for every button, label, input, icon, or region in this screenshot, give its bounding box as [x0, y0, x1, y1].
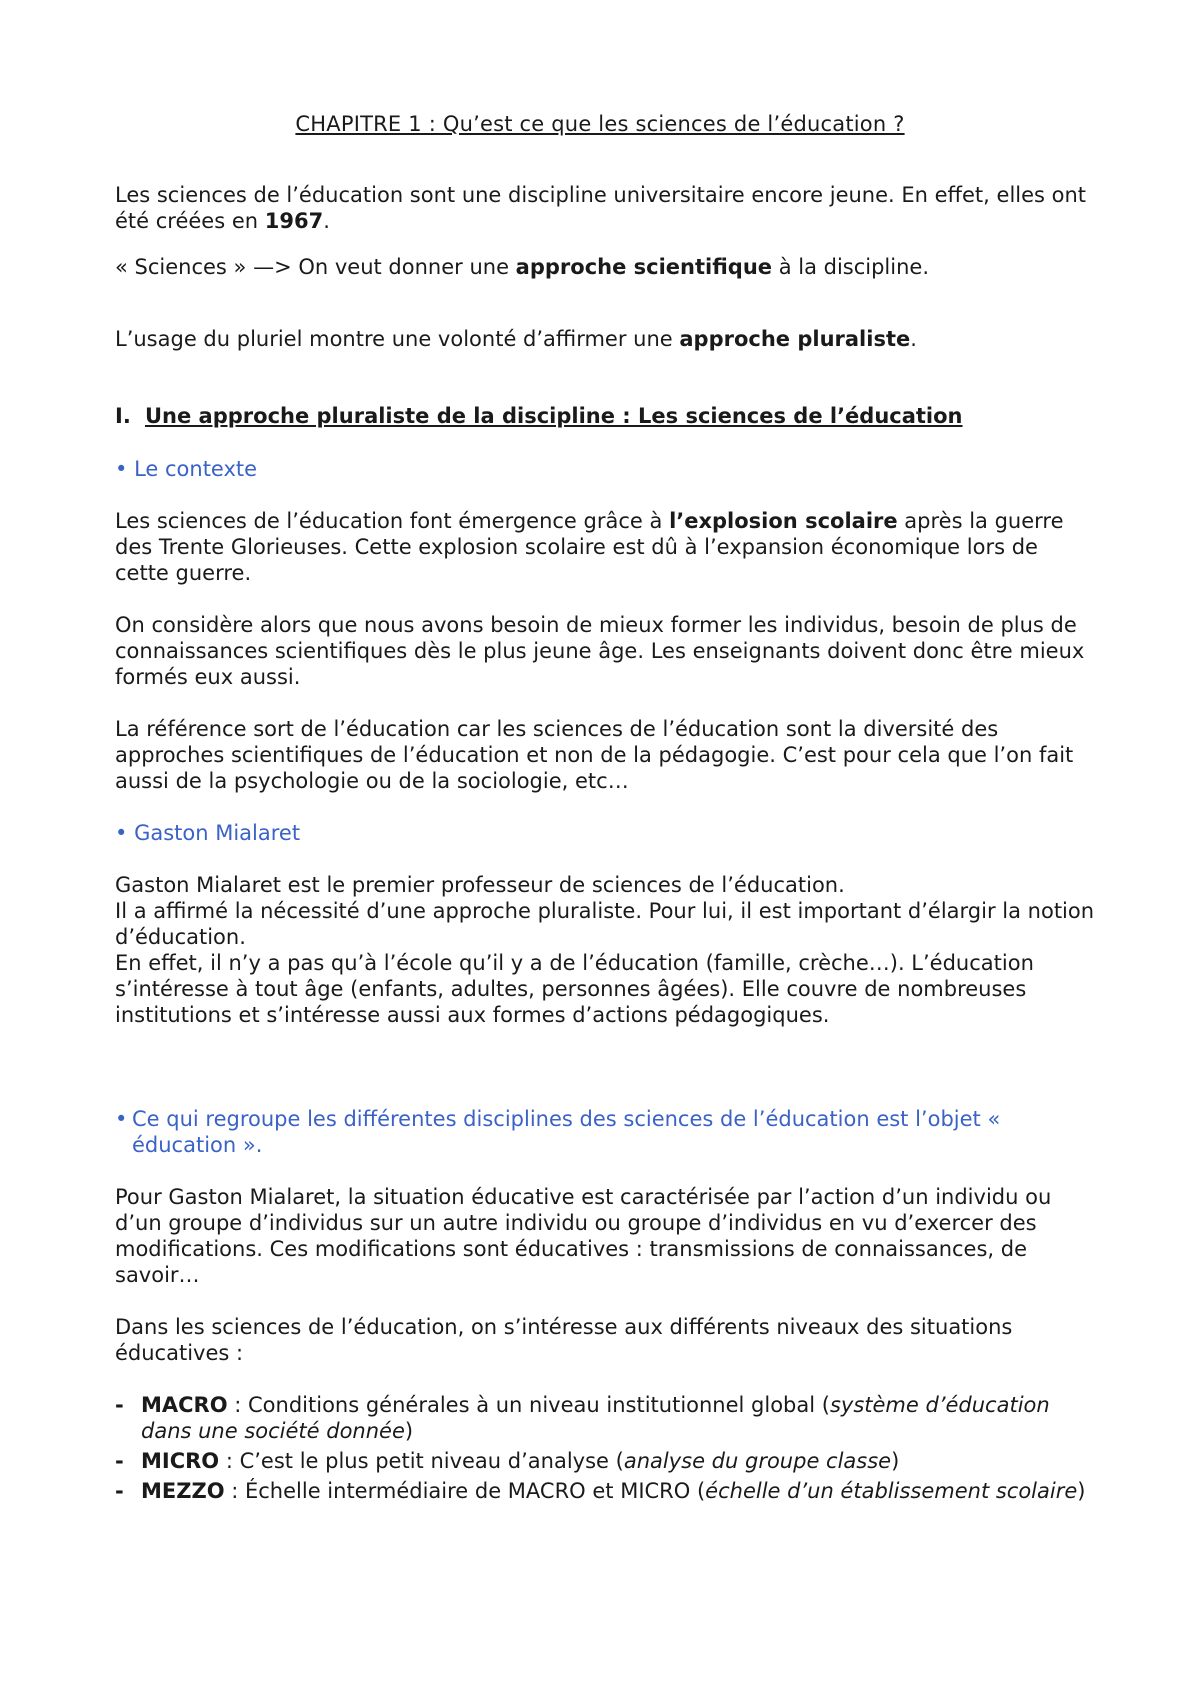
list-dash: - — [115, 1449, 124, 1473]
chapter-title: CHAPITRE 1 : Qu’est ce que les sciences de l’éducation ? — [295, 112, 905, 136]
section-number: I. — [115, 404, 131, 428]
bullet-icon: • — [115, 457, 135, 481]
intro-paragraph-3 — [115, 326, 1095, 352]
subheading-label: Le contexte — [134, 457, 258, 481]
explosion-bold: l’explosion scolaire — [669, 509, 898, 533]
list-item-body — [141, 1478, 1095, 1504]
text-span: Les sciences de l’éducation font émergence grâce à — [115, 509, 670, 533]
text-span: : Conditions générales à un niveau institutionnel global ( — [227, 1393, 830, 1417]
year-bold: 1967 — [264, 209, 324, 233]
list-item-mezzo — [115, 1478, 1095, 1504]
mialaret-line-1: Gaston Mialaret est le premier professeur de sciences de l’éducation. — [115, 873, 845, 897]
objet-paragraph-2: Dans les sciences de l’éducation, on s’intéresse aux différents niveaux des situations éducatives : — [115, 1315, 1013, 1365]
mialaret-line-3: En effet, il n’y a pas qu’à l’école qu’il y a de l’éducation (famille, crèche…). L’éducation s’intéresse à tout âge (enfants, adultes, personnes âgées). Elle couvre de nombreuses institutions et s’intéresse aussi aux formes d’actions pédagogiques. — [115, 951, 1034, 1027]
subheading-label: Gaston Mialaret — [134, 821, 301, 845]
list-item-macro — [115, 1392, 1095, 1444]
list-item-body — [141, 1448, 1095, 1474]
list-dash: - — [115, 1393, 124, 1417]
bullet-icon: • — [115, 1107, 128, 1131]
text-span: à la discipline. — [772, 255, 930, 279]
section-heading — [115, 404, 963, 428]
level-name: MACRO — [141, 1393, 228, 1417]
approach-bold: approche scientifique — [515, 255, 773, 279]
bullet-icon: • — [115, 821, 135, 845]
subheading-contexte — [115, 456, 1095, 482]
text-span: . — [910, 327, 917, 351]
level-name: MEZZO — [141, 1479, 225, 1503]
list-item-micro — [115, 1448, 1095, 1474]
text-span: après la guerre des Trente Glorieuses. Cette explosion scolaire est dû à l’expansion économique lors de cette guerre. — [115, 509, 1064, 585]
text-span: « Sciences » —> On veut donner une — [115, 255, 516, 279]
subheading-mialaret — [115, 820, 1095, 846]
subheading-objet — [115, 1106, 1095, 1158]
level-example: système d’éducation dans une société donnée — [141, 1393, 1050, 1443]
section-title: Une approche pluraliste de la discipline : Les sciences de l’éducation — [145, 404, 963, 428]
level-example: échelle d’un établissement scolaire — [705, 1479, 1078, 1503]
text-span: Les sciences de l’éducation sont une discipline universitaire encore jeune. En effet, elles ont été créées en — [115, 183, 1087, 233]
text-span: . — [323, 209, 330, 233]
text-span: ) — [891, 1449, 900, 1473]
intro-paragraph-2 — [115, 254, 1095, 280]
pluralist-bold: approche pluraliste — [679, 327, 911, 351]
mialaret-paragraph — [115, 872, 1095, 1028]
contexte-paragraph-2: On considère alors que nous avons besoin de mieux former les individus, besoin de plus de connaissances scientifiques dès le plus jeune âge. Les enseignants doivent donc être mieux formés eux aussi. — [115, 613, 1085, 689]
contexte-paragraph-1 — [115, 508, 1095, 586]
text-span: ) — [1077, 1479, 1086, 1503]
list-item-body — [141, 1392, 1095, 1444]
text-span: : Échelle intermédiaire de MACRO et MICRO ( — [224, 1479, 706, 1503]
text-span: L’usage du pluriel montre une volonté d’affirmer une — [115, 327, 680, 351]
list-dash: - — [115, 1479, 124, 1503]
level-example: analyse du groupe classe — [623, 1449, 892, 1473]
mialaret-line-2: Il a affirmé la nécessité d’une approche pluraliste. Pour lui, il est important d’élargir la notion d’éducation. — [115, 899, 1095, 949]
intro-paragraph-1 — [115, 182, 1095, 234]
subheading-label: Ce qui regroupe les différentes disciplines des sciences de l’éducation est l’objet « éducation ». — [132, 1107, 1001, 1157]
level-name: MICRO — [141, 1449, 220, 1473]
contexte-paragraph-3: La référence sort de l’éducation car les sciences de l’éducation sont la diversité des approches scientifiques de l’éducation et non de la pédagogie. C’est pour cela que l’on fait aussi de la psychologie ou de la sociologie, etc… — [115, 717, 1074, 793]
text-span: : C’est le plus petit niveau d’analyse ( — [219, 1449, 624, 1473]
text-span: ) — [404, 1419, 414, 1443]
objet-paragraph-1: Pour Gaston Mialaret, la situation éducative est caractérisée par l’action d’un individu ou d’un groupe d’individus sur un autre individu ou groupe d’individus en vu d’exercer des modifications. Ces modifications sont éducatives : transmissions de connaissances, de savoir… — [115, 1185, 1052, 1287]
